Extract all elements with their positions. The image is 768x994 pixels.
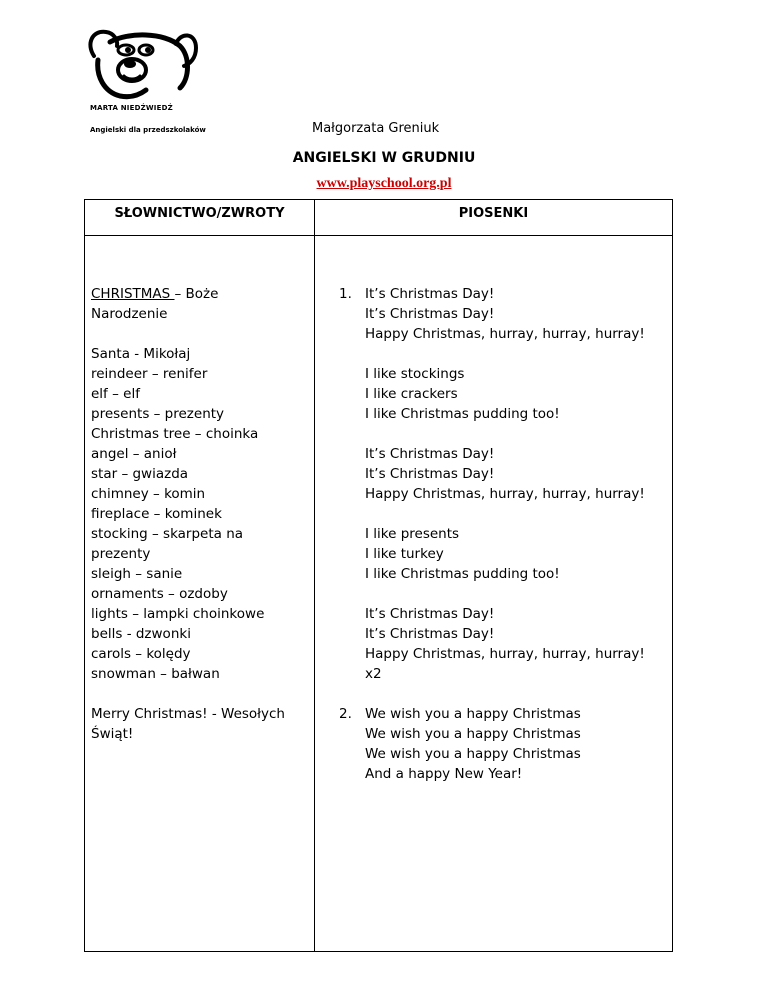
vocab-item: chimney – komin bbox=[91, 486, 206, 502]
vocab-item: bells - dzwonki bbox=[91, 626, 191, 642]
song-line: Happy Christmas, hurray, hurray, hurray! bbox=[365, 646, 645, 662]
song-line: I like Christmas pudding too! bbox=[365, 406, 560, 422]
song-line: I like crackers bbox=[365, 386, 458, 402]
vocab-item: carols – kolędy bbox=[91, 646, 191, 662]
vocab-item: Santa - Mikołaj bbox=[91, 346, 191, 362]
vocab-item: Narodzenie bbox=[91, 306, 168, 322]
song-line: It’s Christmas Day! bbox=[365, 606, 495, 622]
song-line: It’s Christmas Day! bbox=[365, 466, 495, 482]
song-line: I like stockings bbox=[365, 366, 465, 382]
song-line: I like presents bbox=[365, 526, 460, 542]
brand-subtitle: Angielski dla przedszkolaków bbox=[90, 126, 206, 134]
phrase-item: Świąt! bbox=[91, 726, 134, 742]
song-line: It’s Christmas Day! bbox=[365, 306, 495, 322]
song-2 bbox=[339, 704, 669, 784]
vocab-item: angel – anioł bbox=[91, 446, 177, 462]
song-line: And a happy New Year! bbox=[365, 766, 523, 782]
song-line: We wish you a happy Christmas bbox=[365, 726, 581, 742]
song-number: 2. bbox=[339, 706, 352, 722]
content-table bbox=[84, 199, 673, 952]
vocab-item: sleigh – sanie bbox=[91, 566, 183, 582]
song-line: Happy Christmas, hurray, hurray, hurray! bbox=[365, 326, 645, 342]
bear-logo bbox=[84, 26, 200, 102]
phrase-item: Merry Christmas! - Wesołych bbox=[91, 706, 285, 722]
website-link[interactable]: www.playschool.org.pl bbox=[316, 176, 452, 191]
vocabulary-column-header: SŁOWNICTWO/ZWROTY bbox=[114, 206, 285, 221]
song-line: It’s Christmas Day! bbox=[365, 626, 495, 642]
vocab-translation: – Boże bbox=[174, 286, 219, 302]
brand-name: MARTA NIEDŹWIEDŹ bbox=[90, 104, 173, 112]
song-1 bbox=[339, 284, 669, 684]
column-divider bbox=[314, 200, 315, 951]
song-line: I like turkey bbox=[365, 546, 444, 562]
song-line: We wish you a happy Christmas bbox=[365, 746, 581, 762]
vocab-item bbox=[91, 284, 309, 304]
vocab-item: elf – elf bbox=[91, 386, 140, 402]
song-line: I like Christmas pudding too! bbox=[365, 566, 560, 582]
vocab-item: ornaments – ozdoby bbox=[91, 586, 228, 602]
vocab-keyword: CHRISTMAS bbox=[91, 286, 175, 302]
page-title: ANGIELSKI W GRUDNIU bbox=[292, 150, 476, 166]
vocab-item: stocking – skarpeta na bbox=[91, 526, 244, 542]
vocab-item: presents – prezenty bbox=[91, 406, 225, 422]
vocab-item: snowman – bałwan bbox=[91, 666, 220, 682]
author-name: Małgorzata Greniuk bbox=[312, 121, 440, 136]
vocab-item: fireplace – kominek bbox=[91, 506, 222, 522]
song-line: It’s Christmas Day! bbox=[365, 446, 495, 462]
song-line: We wish you a happy Christmas bbox=[365, 706, 581, 722]
vocab-item: lights – lampki choinkowe bbox=[91, 606, 265, 622]
vocab-item: star – gwiazda bbox=[91, 466, 189, 482]
song-number: 1. bbox=[339, 286, 352, 302]
header-divider bbox=[85, 235, 672, 236]
songs-column-header: PIOSENKI bbox=[458, 206, 529, 221]
vocabulary-list bbox=[91, 284, 309, 744]
song-line: It’s Christmas Day! bbox=[365, 286, 495, 302]
songs-list bbox=[339, 284, 669, 784]
vocab-item: prezenty bbox=[91, 546, 151, 562]
song-line: Happy Christmas, hurray, hurray, hurray! bbox=[365, 486, 645, 502]
song-line: x2 bbox=[365, 666, 382, 682]
vocab-item: Christmas tree – choinka bbox=[91, 426, 259, 442]
vocab-item: reindeer – renifer bbox=[91, 366, 208, 382]
